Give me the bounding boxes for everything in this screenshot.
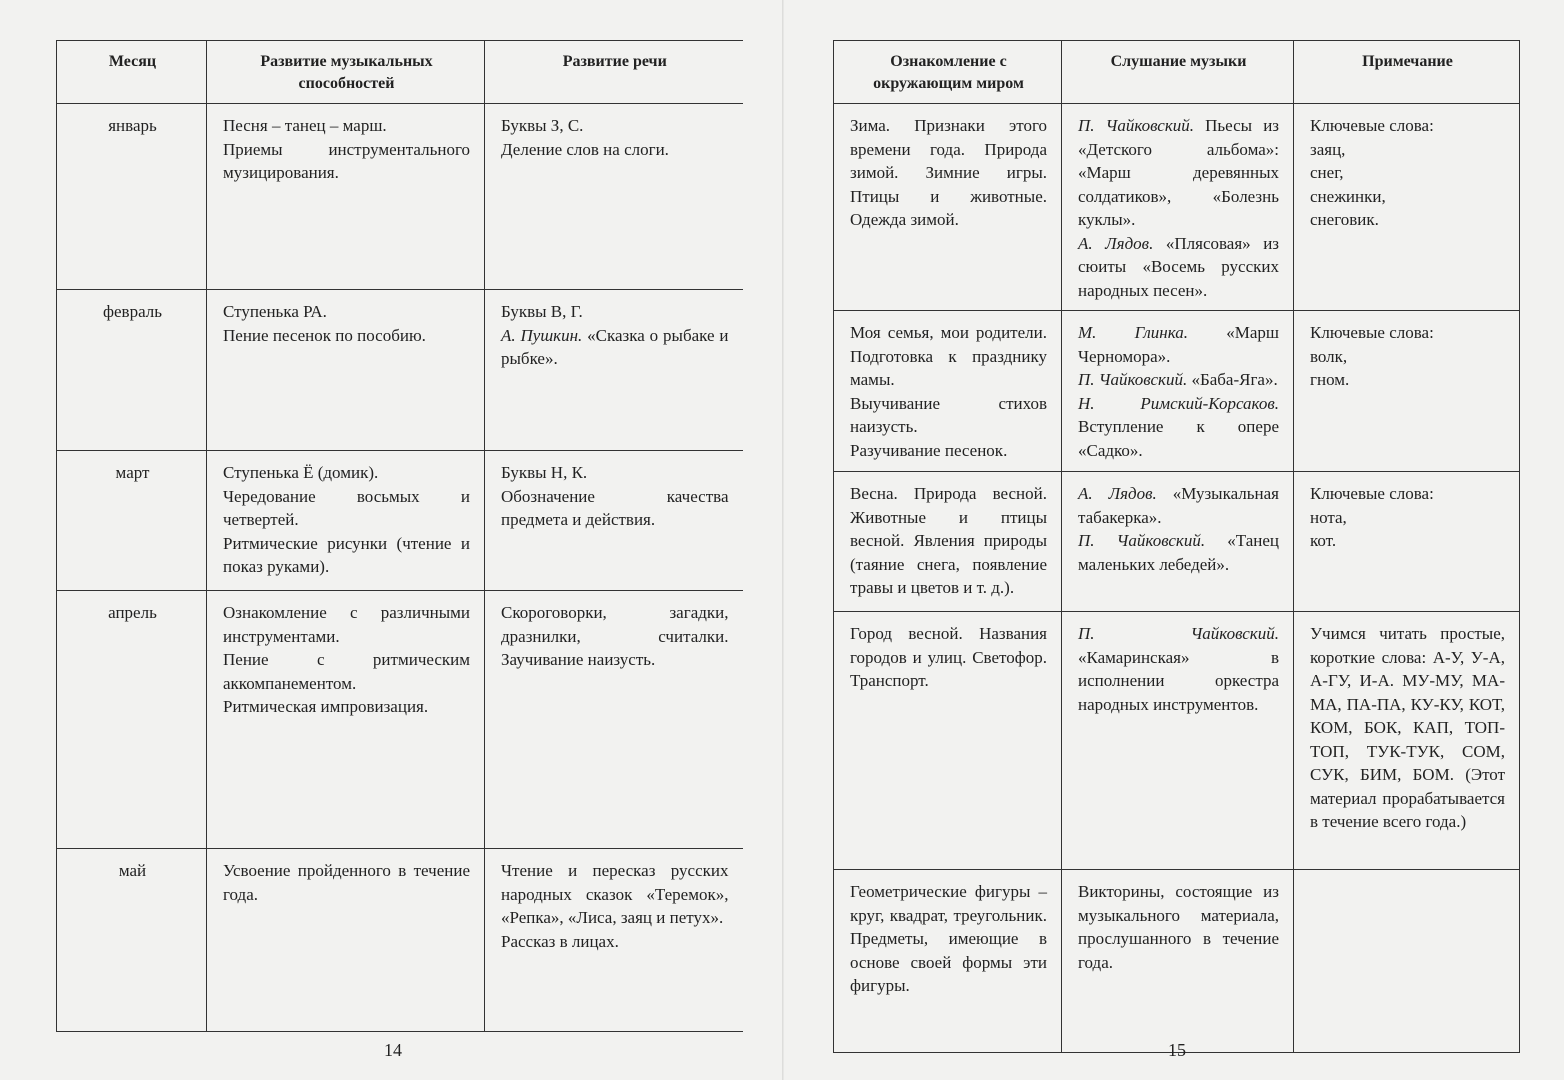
table-row xyxy=(57,451,743,591)
work: «Плясовая» из сюиты «Восемь русских народных песен». xyxy=(1078,233,1280,300)
table-row xyxy=(57,591,743,849)
work: «Танец маленьких лебедей». xyxy=(1078,531,1280,574)
notes-line: снеговик. xyxy=(1310,210,1379,229)
composer: П. Чайковский. xyxy=(1078,116,1195,135)
listening-entry xyxy=(1078,482,1279,529)
notes-line: нота, xyxy=(1310,507,1347,527)
composer: П. Чайковский. xyxy=(1078,531,1206,550)
month-cell: февраль xyxy=(57,290,207,451)
world-cell: Город весной. Названия городов и улиц. Светофор. Транспорт. xyxy=(834,612,1062,870)
world-cell xyxy=(834,311,1062,472)
music-line: Ознакомление с различными инструментами. xyxy=(223,603,470,646)
composer: А. Лядов. xyxy=(1078,484,1157,503)
month-cell: январь xyxy=(57,104,207,290)
work: «Марш Черномора». xyxy=(1078,323,1279,366)
speech-line: Буквы З, С. xyxy=(501,116,584,135)
music-cell xyxy=(207,451,485,591)
music-cell xyxy=(207,591,485,849)
notes-line: снег, xyxy=(1310,163,1344,182)
listening-cell xyxy=(1062,472,1294,612)
music-line: Чередование восьмых и четвертей. xyxy=(223,486,470,529)
table-row xyxy=(57,104,743,290)
notes-line: гном. xyxy=(1310,370,1350,389)
world-line: Выучивание стихов наизусть. xyxy=(850,393,1047,436)
listening-cell xyxy=(1062,104,1294,311)
world-cell: Геометрические фигуры – круг, квадрат, треугольник. Предметы, имеющие в основе своей формы эти фигуры. xyxy=(834,870,1062,1053)
page-number-right: 15 xyxy=(1168,1040,1186,1060)
speech-title: «Сказка о рыбаке и рыбке». xyxy=(501,325,729,368)
composer: Н. Римский-Корсаков. xyxy=(1078,393,1279,413)
header-music-abilities: Развитие музыкальных способностей xyxy=(207,41,485,104)
notes-line: Ключевые слова: xyxy=(1310,116,1434,135)
listening-cell xyxy=(1062,612,1294,870)
speech-author: А. Пушкин. xyxy=(501,325,583,345)
music-cell xyxy=(207,290,485,451)
notes-cell xyxy=(1294,104,1520,311)
notes-line: Ключевые слова: xyxy=(1310,323,1434,342)
header-notes: Примечание xyxy=(1294,41,1520,104)
speech-line xyxy=(501,324,729,371)
right-page xyxy=(782,0,1564,1080)
header-world: Ознакомление с окружающим миром xyxy=(834,41,1062,104)
page-number-left: 14 xyxy=(384,1040,402,1060)
notes-cell xyxy=(1294,472,1520,612)
music-line: Ступенька Ё (домик). xyxy=(223,463,379,482)
speech-line: Деление слов на слоги. xyxy=(501,139,669,159)
table-row xyxy=(834,472,1520,612)
music-line: Приемы инструментального музицирования. xyxy=(223,139,470,182)
listening-cell: Викторины, состоящие из музыкального материала, прослушанного в течение года. xyxy=(1062,870,1294,1053)
listening-entry xyxy=(1078,114,1279,232)
listening-entry xyxy=(1078,321,1279,368)
table-row xyxy=(834,104,1520,311)
music-line: Усвоение пройденного в течение года. xyxy=(223,861,470,904)
work: Вступление к опере «Садко». xyxy=(1078,417,1279,460)
header-row xyxy=(834,41,1520,104)
speech-cell xyxy=(485,591,743,849)
notes-cell xyxy=(1294,870,1520,1053)
table-row xyxy=(834,870,1520,1053)
music-line: Пение с ритмическим аккомпанементом. xyxy=(223,650,470,693)
notes-line: заяц, xyxy=(1310,139,1346,159)
listening-entry xyxy=(1078,392,1279,463)
table-row xyxy=(57,849,743,1032)
work: «Баба-Яга». xyxy=(1187,370,1278,389)
music-line: Ритмическая импровизация. xyxy=(223,697,429,716)
speech-line: Буквы В, Г. xyxy=(501,302,583,321)
music-cell xyxy=(207,104,485,290)
month-cell: май xyxy=(57,849,207,1032)
speech-cell xyxy=(485,451,743,591)
world-cell: Зима. Признаки этого времени года. Природа зимой. Зимние игры. Птицы и животные. Одежда зимой. xyxy=(834,104,1062,311)
speech-cell xyxy=(485,104,743,290)
speech-cell xyxy=(485,290,743,451)
header-speech: Развитие речи xyxy=(485,41,743,104)
header-listening: Слушание музыки xyxy=(1062,41,1294,104)
listening-entry xyxy=(1078,232,1279,303)
composer: М. Глинка. xyxy=(1078,323,1189,342)
left-table xyxy=(56,40,743,1032)
header-month: Месяц xyxy=(57,41,207,104)
listening-entry xyxy=(1078,368,1279,392)
speech-line: Скороговорки, загадки, дразнилки, считалки. Заучивание наизусть. xyxy=(501,603,729,669)
world-line: Разучивание песенок. xyxy=(850,440,1008,460)
work: Пьесы из «Детского альбома»: «Марш деревянных солдатиков», «Болезнь куклы». xyxy=(1078,116,1280,229)
composer: А. Лядов. xyxy=(1078,233,1154,253)
listening-entry xyxy=(1078,529,1279,576)
music-line: Ритмические рисунки (чтение и показ руками). xyxy=(223,533,470,576)
table-row xyxy=(834,612,1520,870)
right-table xyxy=(833,40,1520,1053)
notes-line: Ключевые слова: xyxy=(1310,484,1434,503)
music-line: Песня – танец – марш. xyxy=(223,116,387,135)
speech-line: Рассказ в лицах. xyxy=(501,931,619,951)
speech-line: Обозначение качества предмета и действия. xyxy=(501,486,729,529)
music-cell xyxy=(207,849,485,1032)
month-cell: март xyxy=(57,451,207,591)
listening-entry xyxy=(1078,622,1279,716)
work: «Музыкальная табакерка». xyxy=(1078,484,1279,527)
notes-line: кот. xyxy=(1310,531,1337,550)
table-row xyxy=(834,311,1520,472)
table-row xyxy=(57,290,743,451)
header-row xyxy=(57,41,743,104)
month-cell: апрель xyxy=(57,591,207,849)
speech-cell xyxy=(485,849,743,1032)
notes-line: волк, xyxy=(1310,346,1348,366)
world-cell: Весна. Природа весной. Животные и птицы весной. Явления природы (таяние снега, появление травы и цветов и т. д.). xyxy=(834,472,1062,612)
notes-cell: Учимся читать простые, короткие слова: А-У, У-А, А-ГУ, И-А. МУ-МУ, МА-МА, ПА-ПА, КУ-КУ, КОТ, КОМ, БОК, КАП, ТОП-ТОП, ТУК-ТУК, СОМ, СУК, БИМ, БОМ. (Этот материал прорабатывается в течение всего года.) xyxy=(1294,612,1520,870)
notes-line: снежинки, xyxy=(1310,186,1386,206)
music-line: Ступенька РА. xyxy=(223,302,327,321)
composer: П. Чайковский. xyxy=(1078,624,1279,643)
music-line: Пение песенок по пособию. xyxy=(223,325,426,345)
world-line: Моя семья, мои родители. Подготовка к празднику мамы. xyxy=(850,323,1047,389)
speech-line: Буквы Н, К. xyxy=(501,463,588,482)
notes-cell xyxy=(1294,311,1520,472)
listening-cell xyxy=(1062,311,1294,472)
speech-line: Чтение и пересказ русских народных сказок «Теремок», «Репка», «Лиса, заяц и петух». xyxy=(501,861,729,927)
work: «Камаринская» в исполнении оркестра народных инструментов. xyxy=(1078,647,1279,714)
composer: П. Чайковский. xyxy=(1078,370,1188,389)
